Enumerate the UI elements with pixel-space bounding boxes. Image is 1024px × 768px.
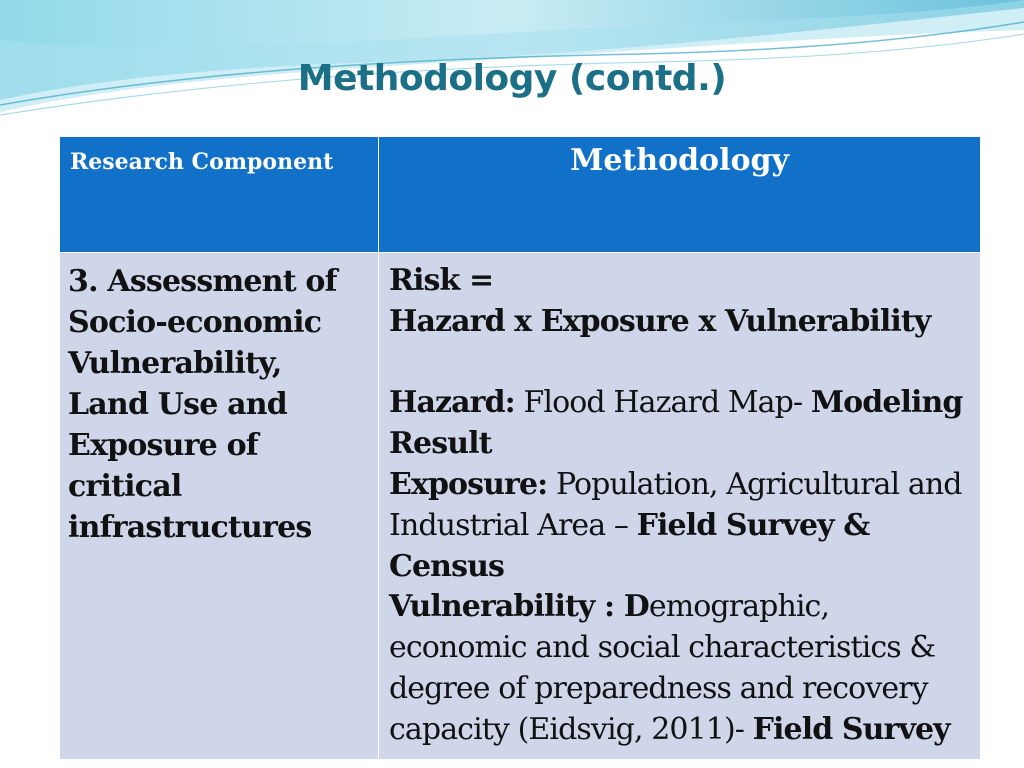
header-research-component: Research Component (60, 137, 379, 253)
slide-title: Methodology (contd.) (297, 58, 727, 99)
table-header-row (60, 137, 981, 253)
hazard-line: Hazard: Flood Hazard Map- Modeling Result (389, 385, 963, 462)
methodology-table (59, 136, 981, 760)
methodology-cell (379, 253, 981, 760)
header-methodology: Methodology (379, 137, 981, 253)
risk-formula: Hazard x Exposure x Vulnerability (389, 303, 931, 339)
vulnerability-line: Vulnerability : Demographic, economic and social characteristics & degree of preparedness and recovery capacity (Eidsvig, 2011)- Field Survey (389, 589, 950, 747)
exposure-line: Exposure: Population, Agricultural and Industrial Area – Field Survey & Census (389, 466, 962, 584)
table-row (60, 253, 981, 760)
research-component-cell: 3. Assessment of Socio-economic Vulnerability, Land Use and Exposure of critical infrastructures (60, 253, 379, 760)
risk-label: Risk = (389, 263, 494, 298)
